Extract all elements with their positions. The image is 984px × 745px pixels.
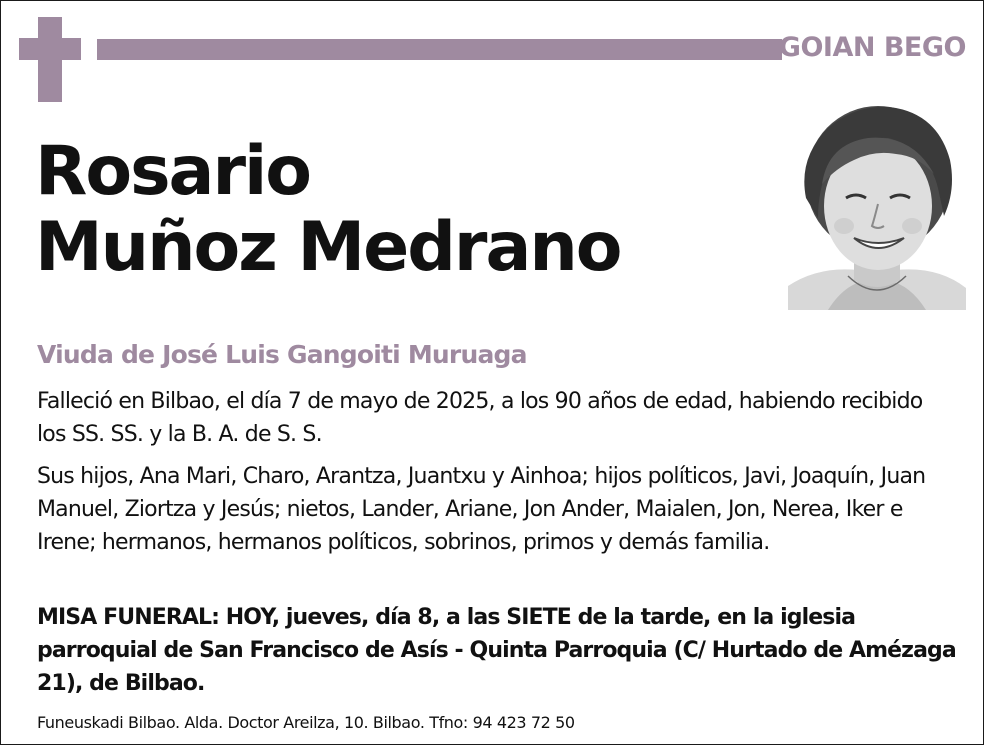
portrait-photo — [788, 98, 966, 310]
header-band — [97, 39, 782, 60]
brand-label: GOIAN BEGO — [778, 32, 966, 63]
funeral-mass-text: MISA FUNERAL: HOY, jueves, día 8, a las SIETE de la tarde, en la iglesia parroquial de San Francisco de Asís - Quinta Parroquia (C/ Hurtado de Amézaga 21), de Bilbao. — [37, 605, 956, 696]
first-name: Rosario — [35, 132, 310, 211]
deceased-name — [35, 134, 620, 286]
family-text: Sus hijos, Ana Mari, Charo, Arantza, Juantxu y Ainhoa; hijos políticos, Javi, Joaquín, Juan Manuel, Ziortza y Jesús; nietos, Lander, Ariane, Jon Ander, Maialen, Jon, Nerea, Iker e Irene; hermanos, hermanos políticos, sobrinos, primos y demás familia. — [37, 464, 926, 555]
surnames: Muñoz Medrano — [35, 208, 621, 287]
cross-horizontal-bar — [19, 38, 81, 60]
funeral-home-footer: Funeuskadi Bilbao. Alda. Doctor Areilza, 10. Bilbao. Tfno: 94 423 72 50 — [37, 713, 575, 732]
death-notice-text: Falleció en Bilbao, el día 7 de mayo de 2025, a los 90 años de edad, habiendo recibido los SS. SS. y la B. A. de S. S. — [37, 389, 923, 447]
relation-subtitle: Viuda de José Luis Gangoiti Muruaga — [37, 340, 527, 369]
